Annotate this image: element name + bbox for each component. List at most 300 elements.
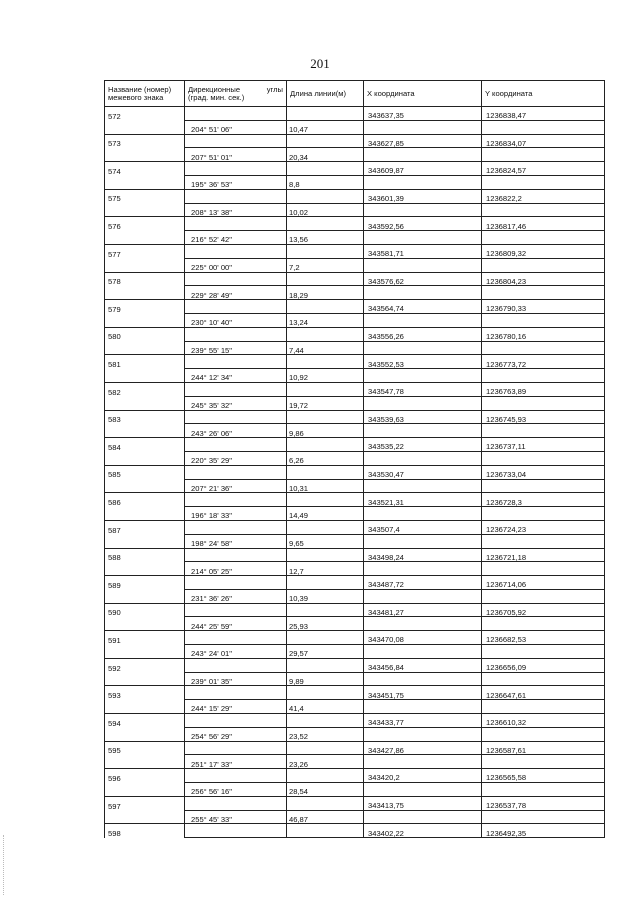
x-coordinate: 343521,31 — [364, 493, 482, 507]
point-name: 586 — [105, 493, 185, 507]
line-length: 9,65 — [287, 534, 364, 548]
segment-row — [105, 700, 605, 714]
y-coordinate: 1236737,11 — [482, 438, 605, 452]
empty-cell — [287, 520, 364, 534]
empty-cell — [105, 507, 185, 521]
point-name: 588 — [105, 548, 185, 562]
empty-cell — [364, 313, 482, 327]
point-row — [105, 741, 605, 755]
empty-cell — [364, 341, 482, 355]
segment-row — [105, 562, 605, 576]
segment-row — [105, 120, 605, 134]
point-row — [105, 631, 605, 645]
header-length: Длина линии(м) — [287, 81, 364, 107]
empty-cell — [287, 217, 364, 231]
direction-angle: 229° 28' 49" — [185, 286, 287, 300]
empty-cell — [364, 451, 482, 465]
empty-cell — [185, 824, 287, 838]
line-length: 6,26 — [287, 451, 364, 465]
point-name: 591 — [105, 631, 185, 645]
segment-row — [105, 810, 605, 824]
point-row — [105, 438, 605, 452]
empty-cell — [364, 700, 482, 714]
line-length: 10,02 — [287, 203, 364, 217]
point-row — [105, 714, 605, 728]
empty-cell — [105, 672, 185, 686]
empty-cell — [364, 562, 482, 576]
line-length: 10,31 — [287, 479, 364, 493]
direction-angle: 244° 12' 34" — [185, 369, 287, 383]
empty-cell — [364, 369, 482, 383]
point-row — [105, 548, 605, 562]
empty-cell — [185, 631, 287, 645]
point-row — [105, 658, 605, 672]
direction-angle: 231° 36' 26" — [185, 589, 287, 603]
point-name: 587 — [105, 520, 185, 534]
line-length: 13,56 — [287, 231, 364, 245]
empty-cell — [364, 203, 482, 217]
empty-cell — [105, 700, 185, 714]
empty-cell — [287, 134, 364, 148]
empty-cell — [287, 576, 364, 590]
empty-cell — [364, 258, 482, 272]
x-coordinate: 343627,85 — [364, 134, 482, 148]
empty-cell — [287, 355, 364, 369]
empty-cell — [105, 148, 185, 162]
line-length: 10,47 — [287, 120, 364, 134]
empty-cell — [287, 107, 364, 121]
empty-cell — [482, 286, 605, 300]
empty-cell — [287, 658, 364, 672]
header-x: X координата — [364, 81, 482, 107]
direction-angle: 254° 56' 29" — [185, 727, 287, 741]
empty-cell — [482, 451, 605, 465]
empty-cell — [105, 286, 185, 300]
direction-angle: 195° 36' 53" — [185, 175, 287, 189]
direction-angle: 239° 55' 15" — [185, 341, 287, 355]
empty-cell — [482, 534, 605, 548]
empty-cell — [185, 355, 287, 369]
empty-cell — [185, 107, 287, 121]
table-body — [105, 107, 605, 838]
empty-cell — [105, 258, 185, 272]
empty-cell — [364, 534, 482, 548]
x-coordinate: 343507,4 — [364, 520, 482, 534]
point-row — [105, 576, 605, 590]
line-length: 10,92 — [287, 369, 364, 383]
point-name: 590 — [105, 603, 185, 617]
x-coordinate: 343539,63 — [364, 410, 482, 424]
line-length: 14,49 — [287, 507, 364, 521]
scan-edge-marks — [3, 835, 6, 895]
point-name: 597 — [105, 796, 185, 810]
segment-row — [105, 755, 605, 769]
empty-cell — [287, 548, 364, 562]
line-length: 41,4 — [287, 700, 364, 714]
point-row — [105, 107, 605, 121]
y-coordinate: 1236721,18 — [482, 548, 605, 562]
y-coordinate: 1236714,06 — [482, 576, 605, 590]
empty-cell — [185, 548, 287, 562]
line-length: 20,34 — [287, 148, 364, 162]
y-coordinate: 1236804,23 — [482, 272, 605, 286]
empty-cell — [105, 424, 185, 438]
empty-cell — [105, 645, 185, 659]
point-row — [105, 189, 605, 203]
empty-cell — [482, 810, 605, 824]
empty-cell — [482, 120, 605, 134]
segment-row — [105, 203, 605, 217]
empty-cell — [287, 741, 364, 755]
segment-row — [105, 369, 605, 383]
empty-cell — [287, 327, 364, 341]
direction-angle: 243° 26' 06" — [185, 424, 287, 438]
point-row — [105, 162, 605, 176]
empty-cell — [287, 244, 364, 258]
point-name: 578 — [105, 272, 185, 286]
empty-cell — [185, 410, 287, 424]
y-coordinate: 1236809,32 — [482, 244, 605, 258]
y-coordinate: 1236587,61 — [482, 741, 605, 755]
segment-row — [105, 479, 605, 493]
segment-row — [105, 424, 605, 438]
empty-cell — [287, 465, 364, 479]
x-coordinate: 343601,39 — [364, 189, 482, 203]
x-coordinate: 343581,71 — [364, 244, 482, 258]
point-row — [105, 493, 605, 507]
segment-row — [105, 313, 605, 327]
line-length: 23,26 — [287, 755, 364, 769]
empty-cell — [105, 589, 185, 603]
direction-angle: 207° 21' 36" — [185, 479, 287, 493]
x-coordinate: 343456,84 — [364, 658, 482, 672]
point-name: 584 — [105, 438, 185, 452]
empty-cell — [287, 769, 364, 783]
x-coordinate: 343427,86 — [364, 741, 482, 755]
line-length: 9,86 — [287, 424, 364, 438]
y-coordinate: 1236610,32 — [482, 714, 605, 728]
x-coordinate: 343609,87 — [364, 162, 482, 176]
header-row — [105, 81, 605, 107]
point-row — [105, 217, 605, 231]
empty-cell — [482, 175, 605, 189]
point-name: 575 — [105, 189, 185, 203]
empty-cell — [364, 286, 482, 300]
empty-cell — [482, 783, 605, 797]
empty-cell — [185, 244, 287, 258]
empty-cell — [105, 810, 185, 824]
empty-cell — [105, 783, 185, 797]
point-row — [105, 824, 605, 838]
empty-cell — [105, 120, 185, 134]
point-name: 580 — [105, 327, 185, 341]
x-coordinate: 343552,53 — [364, 355, 482, 369]
empty-cell — [287, 438, 364, 452]
segment-row — [105, 396, 605, 410]
empty-cell — [482, 700, 605, 714]
x-coordinate: 343498,24 — [364, 548, 482, 562]
empty-cell — [364, 396, 482, 410]
direction-angle: 220° 35' 29" — [185, 451, 287, 465]
y-coordinate: 1236733,04 — [482, 465, 605, 479]
line-length: 18,29 — [287, 286, 364, 300]
empty-cell — [185, 272, 287, 286]
table-header — [105, 81, 605, 107]
point-row — [105, 244, 605, 258]
direction-angle: 207° 51' 01" — [185, 148, 287, 162]
empty-cell — [482, 341, 605, 355]
y-coordinate: 1236824,57 — [482, 162, 605, 176]
x-coordinate: 343487,72 — [364, 576, 482, 590]
x-coordinate: 343556,26 — [364, 327, 482, 341]
empty-cell — [185, 576, 287, 590]
y-coordinate: 1236790,33 — [482, 300, 605, 314]
header-angle — [185, 81, 287, 107]
y-coordinate: 1236822,2 — [482, 189, 605, 203]
y-coordinate: 1236647,61 — [482, 686, 605, 700]
point-name: 577 — [105, 244, 185, 258]
empty-cell — [105, 369, 185, 383]
empty-cell — [105, 175, 185, 189]
point-row — [105, 520, 605, 534]
empty-cell — [185, 714, 287, 728]
y-coordinate: 1236682,53 — [482, 631, 605, 645]
line-length: 23,52 — [287, 727, 364, 741]
segment-row — [105, 783, 605, 797]
point-row — [105, 327, 605, 341]
y-coordinate: 1236705,92 — [482, 603, 605, 617]
point-name: 583 — [105, 410, 185, 424]
y-coordinate: 1236763,89 — [482, 382, 605, 396]
segment-row — [105, 175, 605, 189]
empty-cell — [105, 203, 185, 217]
empty-cell — [482, 589, 605, 603]
x-coordinate: 343433,77 — [364, 714, 482, 728]
empty-cell — [364, 727, 482, 741]
point-row — [105, 300, 605, 314]
direction-angle: 216° 52' 42" — [185, 231, 287, 245]
direction-angle: 198° 24' 58" — [185, 534, 287, 548]
line-length: 46,87 — [287, 810, 364, 824]
empty-cell — [287, 603, 364, 617]
empty-cell — [185, 658, 287, 672]
segment-row — [105, 645, 605, 659]
direction-angle: 251° 17' 33" — [185, 755, 287, 769]
empty-cell — [364, 617, 482, 631]
segment-row — [105, 231, 605, 245]
empty-cell — [364, 507, 482, 521]
point-name: 576 — [105, 217, 185, 231]
empty-cell — [185, 134, 287, 148]
point-name: 582 — [105, 382, 185, 396]
empty-cell — [185, 300, 287, 314]
y-coordinate: 1236834,07 — [482, 134, 605, 148]
empty-cell — [105, 231, 185, 245]
point-row — [105, 134, 605, 148]
x-coordinate: 343564,74 — [364, 300, 482, 314]
segment-row — [105, 341, 605, 355]
y-coordinate: 1236817,46 — [482, 217, 605, 231]
point-name: 596 — [105, 769, 185, 783]
empty-cell — [287, 714, 364, 728]
x-coordinate: 343592,56 — [364, 217, 482, 231]
empty-cell — [482, 617, 605, 631]
point-row — [105, 410, 605, 424]
empty-cell — [287, 162, 364, 176]
empty-cell — [185, 382, 287, 396]
empty-cell — [364, 175, 482, 189]
point-row — [105, 769, 605, 783]
direction-angle: 214° 05' 25" — [185, 562, 287, 576]
empty-cell — [287, 824, 364, 838]
x-coordinate: 343420,2 — [364, 769, 482, 783]
empty-cell — [185, 438, 287, 452]
x-coordinate: 343535,22 — [364, 438, 482, 452]
empty-cell — [482, 313, 605, 327]
segment-row — [105, 148, 605, 162]
x-coordinate: 343402,22 — [364, 824, 482, 838]
empty-cell — [482, 672, 605, 686]
line-length: 9,89 — [287, 672, 364, 686]
empty-cell — [287, 686, 364, 700]
empty-cell — [105, 313, 185, 327]
empty-cell — [185, 603, 287, 617]
point-row — [105, 465, 605, 479]
point-row — [105, 603, 605, 617]
empty-cell — [185, 741, 287, 755]
point-row — [105, 796, 605, 810]
empty-cell — [364, 672, 482, 686]
line-length: 29,57 — [287, 645, 364, 659]
empty-cell — [364, 589, 482, 603]
direction-angle: 245° 35' 32" — [185, 396, 287, 410]
empty-cell — [185, 189, 287, 203]
line-length: 25,93 — [287, 617, 364, 631]
point-name: 581 — [105, 355, 185, 369]
point-name: 595 — [105, 741, 185, 755]
x-coordinate: 343451,75 — [364, 686, 482, 700]
direction-angle: 239° 01' 35" — [185, 672, 287, 686]
direction-angle: 255° 45' 33" — [185, 810, 287, 824]
direction-angle: 244° 25' 59" — [185, 617, 287, 631]
header-name: Название (номер) межевого знака — [105, 81, 185, 107]
empty-cell — [105, 479, 185, 493]
empty-cell — [185, 327, 287, 341]
point-name: 593 — [105, 686, 185, 700]
point-row — [105, 272, 605, 286]
empty-cell — [482, 507, 605, 521]
header-angle-units: (град. мин. сек.) — [188, 92, 245, 102]
empty-cell — [185, 686, 287, 700]
empty-cell — [482, 645, 605, 659]
empty-cell — [185, 520, 287, 534]
empty-cell — [364, 755, 482, 769]
empty-cell — [364, 148, 482, 162]
x-coordinate: 343470,08 — [364, 631, 482, 645]
empty-cell — [185, 217, 287, 231]
empty-cell — [185, 465, 287, 479]
segment-row — [105, 672, 605, 686]
line-length: 7,44 — [287, 341, 364, 355]
point-name: 573 — [105, 134, 185, 148]
direction-angle: 243° 24' 01" — [185, 645, 287, 659]
direction-angle: 208° 13' 38" — [185, 203, 287, 217]
point-name: 598 — [105, 824, 185, 838]
y-coordinate: 1236745,93 — [482, 410, 605, 424]
point-name: 585 — [105, 465, 185, 479]
empty-cell — [185, 493, 287, 507]
point-name: 592 — [105, 658, 185, 672]
direction-angle: 196° 18' 33" — [185, 507, 287, 521]
segment-row — [105, 617, 605, 631]
empty-cell — [482, 369, 605, 383]
empty-cell — [364, 810, 482, 824]
line-length: 19,72 — [287, 396, 364, 410]
empty-cell — [482, 258, 605, 272]
direction-angle: 244° 15' 29" — [185, 700, 287, 714]
header-angle-word2: углы — [266, 84, 283, 94]
point-name: 579 — [105, 300, 185, 314]
segment-row — [105, 727, 605, 741]
y-coordinate: 1236656,09 — [482, 658, 605, 672]
segment-row — [105, 258, 605, 272]
line-length: 12,7 — [287, 562, 364, 576]
segment-row — [105, 589, 605, 603]
x-coordinate: 343576,62 — [364, 272, 482, 286]
empty-cell — [287, 493, 364, 507]
empty-cell — [482, 479, 605, 493]
empty-cell — [287, 631, 364, 645]
page-number: 201 — [310, 56, 330, 71]
empty-cell — [482, 727, 605, 741]
empty-cell — [287, 300, 364, 314]
empty-cell — [105, 396, 185, 410]
empty-cell — [364, 645, 482, 659]
empty-cell — [105, 617, 185, 631]
x-coordinate: 343547,78 — [364, 382, 482, 396]
point-row — [105, 382, 605, 396]
point-name: 594 — [105, 714, 185, 728]
segment-row — [105, 286, 605, 300]
line-length: 28,54 — [287, 783, 364, 797]
direction-angle: 230° 10' 40" — [185, 313, 287, 327]
direction-angle: 225° 00' 00" — [185, 258, 287, 272]
line-length: 10,39 — [287, 589, 364, 603]
y-coordinate: 1236728,3 — [482, 493, 605, 507]
empty-cell — [364, 479, 482, 493]
empty-cell — [364, 120, 482, 134]
empty-cell — [364, 231, 482, 245]
header-angle-word1: Дирекционные — [188, 84, 241, 94]
empty-cell — [185, 796, 287, 810]
empty-cell — [185, 162, 287, 176]
segment-row — [105, 507, 605, 521]
point-name: 574 — [105, 162, 185, 176]
x-coordinate: 343481,27 — [364, 603, 482, 617]
empty-cell — [185, 769, 287, 783]
empty-cell — [287, 272, 364, 286]
empty-cell — [105, 727, 185, 741]
direction-angle: 204° 51' 06" — [185, 120, 287, 134]
empty-cell — [482, 203, 605, 217]
y-coordinate: 1236565,58 — [482, 769, 605, 783]
empty-cell — [105, 451, 185, 465]
segment-row — [105, 534, 605, 548]
x-coordinate: 343530,47 — [364, 465, 482, 479]
point-name: 589 — [105, 576, 185, 590]
line-length: 8,8 — [287, 175, 364, 189]
header-y: Y координата — [482, 81, 605, 107]
